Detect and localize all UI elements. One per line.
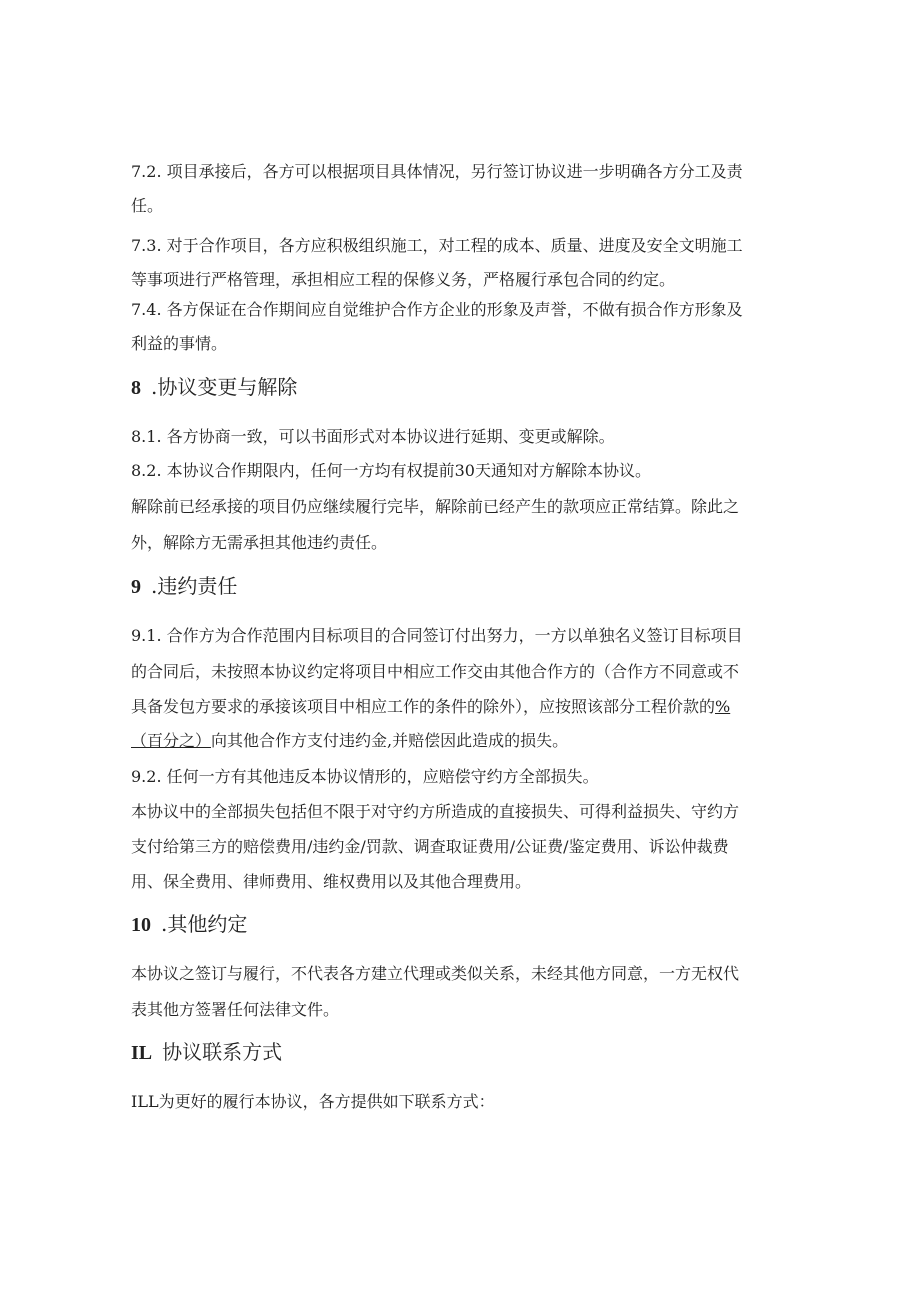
percent-blank: % — [715, 697, 731, 716]
percent-words-blank: （百分之） — [131, 731, 212, 750]
clause-8-2-cont-line-2: 外，解除方无需承担其他违约责任。 — [131, 533, 388, 552]
section-11-heading — [131, 1037, 786, 1068]
clause-text: 向其他合作方支付违约金,并赔偿因此造成的损失。 — [211, 731, 569, 750]
clause-10-line-1: 本协议之签订与履行，不代表各方建立代理或类似关系，未经其他方同意，一方无权代 — [131, 964, 740, 983]
clause-9-1-line-1: 9.1. 合作方为合作范围内目标项目的合同签订付出努力，一方以单独名义签订目标项目 — [131, 626, 743, 645]
clause-9-1-line-3 — [131, 690, 786, 724]
section-8-heading — [131, 372, 786, 403]
clause-8-2: 8.2. 本协议合作期限内，任何一方均有权提前30天通知对方解除本协议。 — [131, 461, 651, 480]
section-number: 10 — [131, 914, 151, 936]
clause-9-2-cont-line-1: 本协议中的全部损失包括但不限于对守约方所造成的直接损失、可得利益损失、守约方 — [131, 802, 740, 821]
clause-9-1-line-4 — [131, 724, 786, 758]
section-number: IL — [131, 1042, 153, 1064]
section-title: .违约责任 — [151, 574, 238, 598]
clause-7-3-line-1: 7.3. 对于合作项目，各方应积极组织施工，对工程的成本、质量、进度及安全文明施工 — [131, 236, 743, 255]
section-9-heading — [131, 571, 786, 602]
clause-7-4-line-2: 利益的事情。 — [131, 334, 228, 353]
section-title: .协议变更与解除 — [151, 375, 298, 399]
section-number: 8 — [131, 377, 141, 399]
clause-7-2-line-1: 7.2. 项目承接后，各方可以根据项目具体情况，另行签订协议进一步明确各方分工及责 — [131, 162, 743, 181]
section-title: 协议联系方式 — [162, 1040, 283, 1064]
clause-9-2: 9.2. 任何一方有其他违反本协议情形的，应赔偿守约方全部损失。 — [131, 767, 599, 786]
clause-9-2-cont-line-2: 支付给第三方的赔偿费用/违约金/罚款、调查取证费用/公证费/鉴定费用、诉讼仲裁费 — [131, 837, 729, 856]
clause-7-4-line-1: 7.4. 各方保证在合作期间应自觉维护合作方企业的形象及声誉，不做有损合作方形象及 — [131, 300, 743, 319]
section-number: 9 — [131, 576, 141, 598]
clause-11-1: ILL为更好的履行本协议，各方提供如下联系方式： — [131, 1092, 495, 1111]
clause-9-2-cont-line-3: 用、保全费用、律师费用、维权费用以及其他合理费用。 — [131, 872, 532, 891]
section-title: .其他约定 — [161, 912, 248, 936]
clause-8-1: 8.1. 各方协商一致，可以书面形式对本协议进行延期、变更或解除。 — [131, 427, 615, 446]
clause-7-3-line-2: 等事项进行严格管理，承担相应工程的保修义务，严格履行承包合同的约定。 — [131, 270, 676, 289]
section-10-heading — [131, 909, 786, 940]
clause-text: 具备发包方要求的承接该项目中相应工作的条件的除外），应按照该部分工程价款的 — [131, 697, 716, 716]
clause-9-1-line-2: 的合同后，未按照本协议约定将项目中相应工作交由其他合作方的（合作方不同意或不 — [131, 662, 740, 681]
clause-10-line-2: 表其他方签署任何法律文件。 — [131, 1000, 340, 1019]
clause-7-2-line-2: 任。 — [131, 196, 164, 215]
clause-8-2-cont-line-1: 解除前已经承接的项目仍应继续履行完毕，解除前已经产生的款项应正常结算。除此之 — [131, 497, 740, 516]
